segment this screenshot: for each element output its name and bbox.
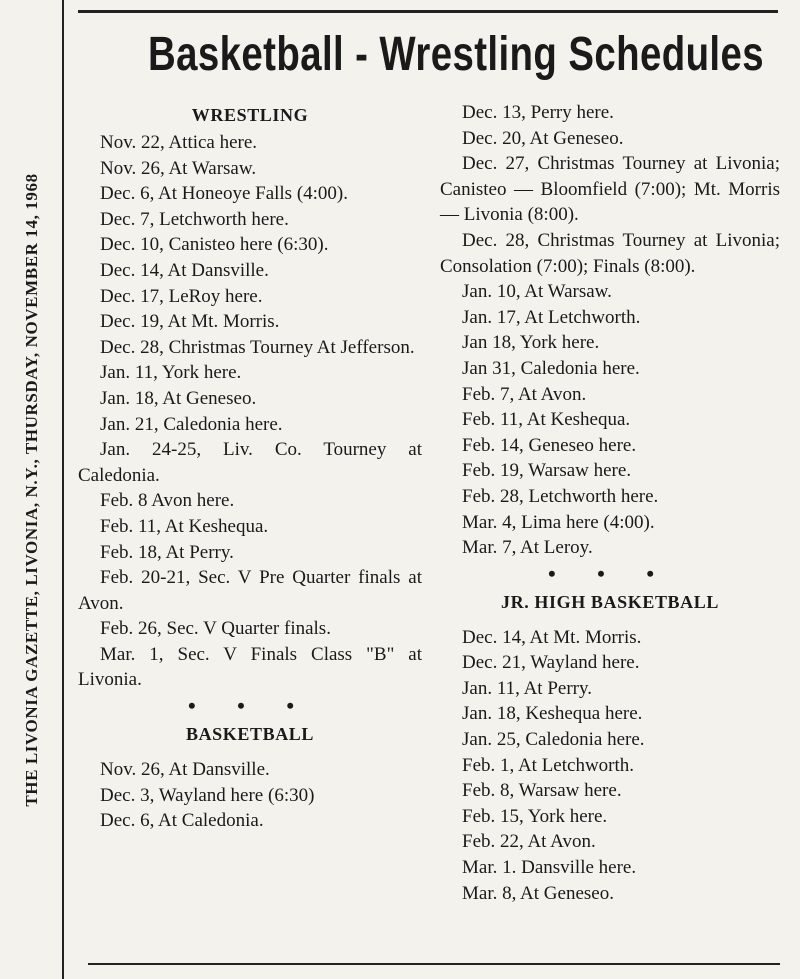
left-column [78,100,422,834]
schedule-entry: Jan. 24-25, Liv. Co. Tourney at Caledonia. [78,439,422,486]
schedule-entry: Jan. 21, Caledonia here. [100,413,283,435]
schedule-entry: Dec. 13, Perry here. [462,102,614,123]
top-rule [78,10,778,13]
schedule-entry: Feb. 11, At Keshequa. [100,515,269,537]
jr-high-heading: JR. HIGH BASKETBALL [501,591,719,612]
schedule-entry: Dec. 20, At Geneseo. [462,127,624,149]
right-column [440,100,780,906]
schedule-entry: Dec. 19, At Mt. Morris. [100,311,280,333]
schedule-entry: Jan. 18, Keshequa here. [462,703,643,725]
basketball-continued-list [440,100,780,561]
schedule-entry: Mar. 7, At Leroy. [462,537,593,559]
headline: Basketball - Wrestling Schedules [148,28,765,81]
schedule-entry: Dec. 14, At Mt. Morris. [462,626,642,648]
schedule-entry: Jan. 11, York here. [100,362,242,384]
schedule-entry: Jan. 18, At Geneseo. [100,387,257,409]
schedule-entry: Feb. 14, Geneseo here. [462,434,637,456]
jr-high-list [440,625,780,907]
schedule-entry: Feb. 28, Letchworth here. [462,485,659,507]
schedule-entry: Dec. 27, Christmas Tourney at Livonia; Canisteo — Bloomfield (7:00); Mt. Morris — Livonia (8:00). [440,153,780,226]
schedule-entry: Jan. 25, Caledonia here. [462,729,645,751]
schedule-entry: Feb. 1, At Letchworth. [462,754,635,776]
schedule-entry: Nov. 22, Attica here. [100,132,258,153]
schedule-entry: Dec. 3, Wayland here (6:30) [100,784,315,806]
schedule-entry: Feb. 22, At Avon. [462,831,596,853]
schedule-entry: Dec. 7, Letchworth here. [100,208,289,230]
schedule-entry: Dec. 14, At Dansville. [100,259,269,281]
schedule-entry: Dec. 6, At Caledonia. [100,810,264,832]
schedule-entry: Jan. 10, At Warsaw. [462,281,612,303]
schedule-entry: Feb. 20-21, Sec. V Pre Quarter finals at Avon. [78,567,422,614]
schedule-entry: Mar. 1, Sec. V Finals Class "B" at Livonia. [78,643,422,691]
schedule-entry: Dec. 28, Christmas Tourney At Jefferson. [100,336,415,358]
schedule-entry: Jan 31, Caledonia here. [462,357,640,379]
schedule-entry: Dec. 21, Wayland here. [462,652,640,674]
schedule-entry: Dec. 10, Canisteo here (6:30). [100,234,329,256]
schedule-entry: Mar. 8, At Geneseo. [462,882,614,904]
wrestling-list [78,130,422,693]
schedule-entry: Jan. 11, At Perry. [462,677,592,699]
schedule-entry: Feb. 8, Warsaw here. [462,780,622,802]
schedule-entry: Dec. 17, LeRoy here. [100,285,263,307]
wrestling-heading: WRESTLING [191,105,309,125]
section-separator: • • • [187,693,313,719]
schedule-entry: Jan 18, York here. [462,332,600,354]
schedule-entry: Feb. 8 Avon here. [100,490,235,512]
masthead-strip [0,0,64,979]
section-separator: • • • [547,560,673,586]
schedule-entry: Feb. 19, Warsaw here. [462,460,632,482]
schedule-entry: Dec. 6, At Honeoye Falls (4:00). [100,183,349,205]
schedule-entry: Feb. 18, At Perry. [100,541,234,563]
basketball-list [78,757,422,834]
schedule-entry: Feb. 7, At Avon. [462,383,587,405]
basketball-heading: BASKETBALL [185,724,315,745]
schedule-entry: Feb. 11, At Keshequa. [462,409,631,431]
schedule-entry: Jan. 17, At Letchworth. [462,306,641,328]
schedule-entry: Mar. 4, Lima here (4:00). [462,511,655,533]
schedule-entry: Dec. 28, Christmas Tourney at Livonia; Consolation (7:00); Finals (8:00). [440,229,780,277]
schedule-entry: Nov. 26, At Dansville. [100,759,270,781]
bottom-rule [88,963,780,965]
schedule-entry: Feb. 15, York here. [462,805,608,827]
column-rule [62,0,64,979]
schedule-entry: Mar. 1. Dansville here. [462,857,637,879]
schedule-entry: Nov. 26, At Warsaw. [100,157,257,179]
schedule-entry: Feb. 26, Sec. V Quarter finals. [100,618,331,640]
masthead-text: THE LIVONIA GAZETTE, LIVONIA, N.Y., THURSDAY, NOVEMBER 14, 1968 [22,173,41,807]
